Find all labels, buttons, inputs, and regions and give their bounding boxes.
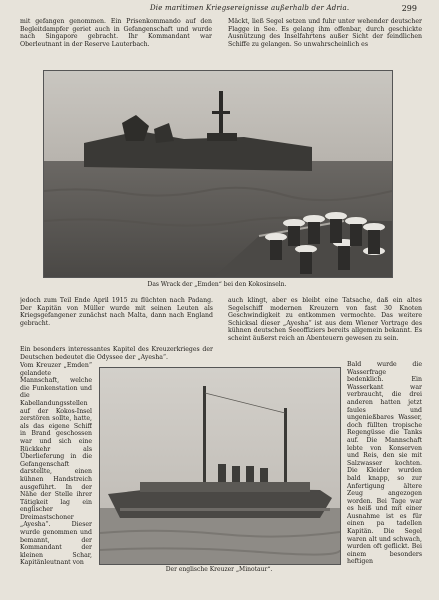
photo-emden-wreck [43,70,393,278]
text-column-narrow-right [347,361,422,593]
caption-top-photo: Das Wrack der „Emden“ bei den Kokosinseln. [147,281,287,288]
running-title: Die maritimen Kriegsereignisse außerhalb der Adria. [150,4,350,12]
paragraph: auch klingt, aber es bleibt eine Tatsache, daß ein altes Segelschiff modernen Kreuzern von fast 30 Knoten Geschwindigkeit zu entkommen vermochte. Das weitere Schicksal dieser „Ayesha“ ist aus dem Wiener Vortrage des kühnen deutschen Seeoffiziers bereits allgemein bekannt. Es scheint äußerst reich an Abenteuern gewesen zu sein. [228,297,422,342]
paragraph: Bald wurde die Wasserfrage bedenklich. Ein Wasserkant war verbraucht, die drei anderen hatten jetzt faules und ungenießbares Wasser, doch füllten tropische Regengüsse die Tanks auf. Die Mannschaft lebte von Konserven und Reis, den sie mit Salzwasser kochten. Die Kleider wurden bald knapp, so zur Anfertigung ältere Zeug angezogen worden. Bei Tage war es heiß und mit einer Ausnahme ist es für einen pa tadellen Kapitän. Die Segel waren alt und schwach, wurden oft geflickt. Bei einem besonders heftigen [347,361,422,566]
caption-bottom-photo: Der englische Kreuzer „Minotaur“. [165,566,273,573]
page-header [0,4,439,16]
paragraph: mit gefangen genommen. Ein Prisenkommando auf den Begleitdampfer geriet auch in Gefangenschaft und wurde nach Singapore gebracht. Ihr Kommandant war Oberleutnant in der Reserve Lauterbach. [20,18,212,48]
text-column-mid-left [20,297,213,345]
paragraph: jedoch zum Teil Ende April 1915 zu flüchten nach Padang. Der Kapitän von Müller wurde mit seinen Leuten als Kriegsgefangener zunächst nach Malta, dann nach England gebracht. [20,297,213,327]
paragraph: Ein besonders interessantes Kapitel des Kreuzerkrieges der Deutschen bedeutet die Odyssee der „Ayesha“. [20,346,213,361]
cruiser-illustration [100,368,340,564]
text-column-top-left [20,18,212,64]
wreck-illustration [44,71,392,277]
paragraph: Mäckt, ließ Segel setzen und fuhr unter wehender deutscher Flagge in See. Es gelang ihm offenbar, durch geschickte Ausnützung des Inselfahrtens außer Sicht der feindlichen Schiffe zu gelangen. So unwahrscheinlich es [228,18,422,48]
paragraph: Vom Kreuzer „Emden“ gelandete Mannschaft, welche die Funkenstation und die Kabellandungsstellen auf der Kokos-Insel zerstören sollte, hatte, als das eigene Schiff in Brand geschossen war und sich eine Rückkehr als Überlieferung in die Gefangenschaft darstellte, einen kühnen Handstreich ausgeführt. In der Nähe der Stelle ihrer Tätigkeit lag ein englischer Dreimastschoner „Ayesha“. Dieser wurde genommen und bemannt, der Kommandant der kleinen Schar, Kapitänleutnant von [20,362,92,567]
photo-minotaur-cruiser [99,367,341,565]
text-column-narrow-left [20,362,92,590]
text-paragraph-ayesha [20,346,213,362]
text-column-mid-right [228,297,422,357]
text-column-top-right [228,18,422,64]
page-number: 299 [401,4,417,13]
